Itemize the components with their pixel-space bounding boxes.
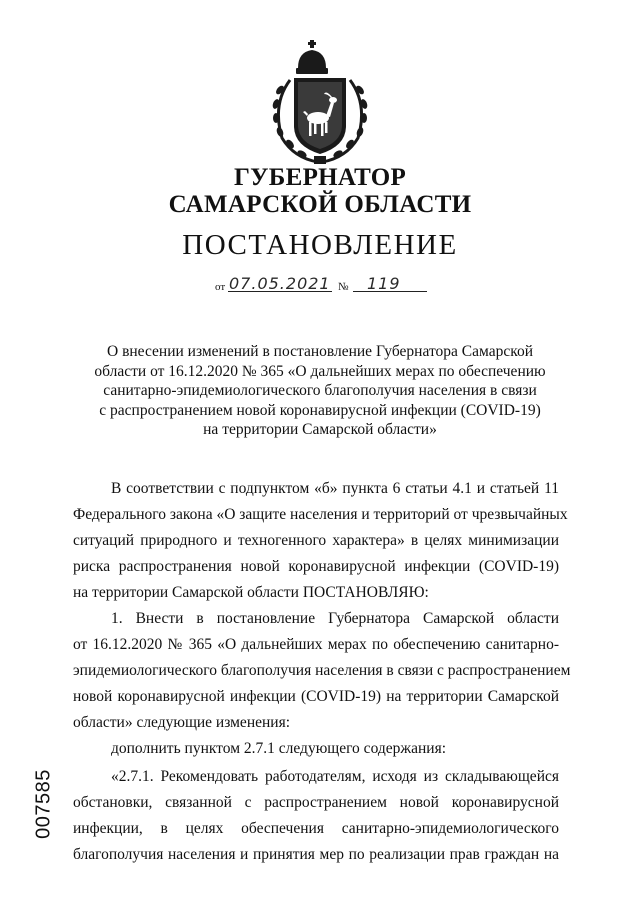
heading-region: САМАРСКОЙ ОБЛАСТИ <box>168 191 472 218</box>
clause-2-7-1-paragraph <box>73 764 559 868</box>
handwritten-number: 119 <box>367 274 401 293</box>
body-line: области» следующие изменения: <box>73 714 291 731</box>
body-line: 1. Внести в постановление Губернатора Самарской области <box>111 610 559 627</box>
title-line: санитарно-эпидемиологического благополучия населения в связи <box>103 382 537 399</box>
body-line: дополнить пунктом 2.7.1 следующего содержания: <box>111 740 446 757</box>
item-1-paragraph <box>73 606 571 736</box>
serial-number: 007585 <box>32 769 55 839</box>
heading-governor: ГУБЕРНАТОР <box>233 164 407 191</box>
body-line: обстановки, связанной с распространением новой коронавирусной <box>73 794 559 811</box>
title-line: О внесении изменений в постановление Губернатора Самарской <box>107 343 533 360</box>
number-label: № <box>338 281 349 293</box>
date-number-line <box>215 274 435 296</box>
handwritten-date: 07.05.2021 <box>229 274 331 293</box>
body-line: благополучия населения и принятия мер по реализации прав граждан на <box>73 846 559 863</box>
body-line: Федерального закона «О защите населения и территорий от чрезвычайных <box>73 506 568 523</box>
body-line: новой коронавирусной инфекции (COVID-19) на территории Самарской <box>73 688 559 705</box>
body-line: риска распространения новой коронавирусной инфекции (COVID-19) <box>73 558 559 575</box>
body-line: инфекции, в целях обеспечения санитарно-эпидемиологического <box>73 820 559 837</box>
supplement-paragraph <box>73 736 559 762</box>
body-line: на территории Самарской области ПОСТАНОВЛЯЮ: <box>73 584 429 601</box>
body-line: эпидемиологического благополучия населения в связи с распространением <box>73 662 571 679</box>
document-title <box>60 342 580 440</box>
document-type-heading: ПОСТАНОВЛЕНИЕ <box>182 229 458 261</box>
title-line: с распространением новой коронавирусной инфекции (COVID-19) <box>99 401 541 419</box>
body-line: В соответствии с подпунктом «б» пункта 6 статьи 4.1 и статьей 11 <box>111 480 559 497</box>
body-line: ситуаций природного и техногенного характера» в целях минимизации <box>73 532 559 549</box>
samara-coat-of-arms-emblem <box>268 38 372 168</box>
title-line: области от 16.12.2020 № 365 «О дальнейших мерах по обеспечению <box>94 362 546 380</box>
title-line: на территории Самарской области» <box>203 421 437 438</box>
body-line: от 16.12.2020 № 365 «О дальнейших мерах по обеспечению санитарно- <box>73 636 559 653</box>
date-label: от <box>215 281 226 293</box>
body-line: «2.7.1. Рекомендовать работодателям, исходя из складывающейся <box>111 768 559 785</box>
preamble-paragraph <box>73 476 568 606</box>
side-serial-stamp <box>29 764 59 844</box>
